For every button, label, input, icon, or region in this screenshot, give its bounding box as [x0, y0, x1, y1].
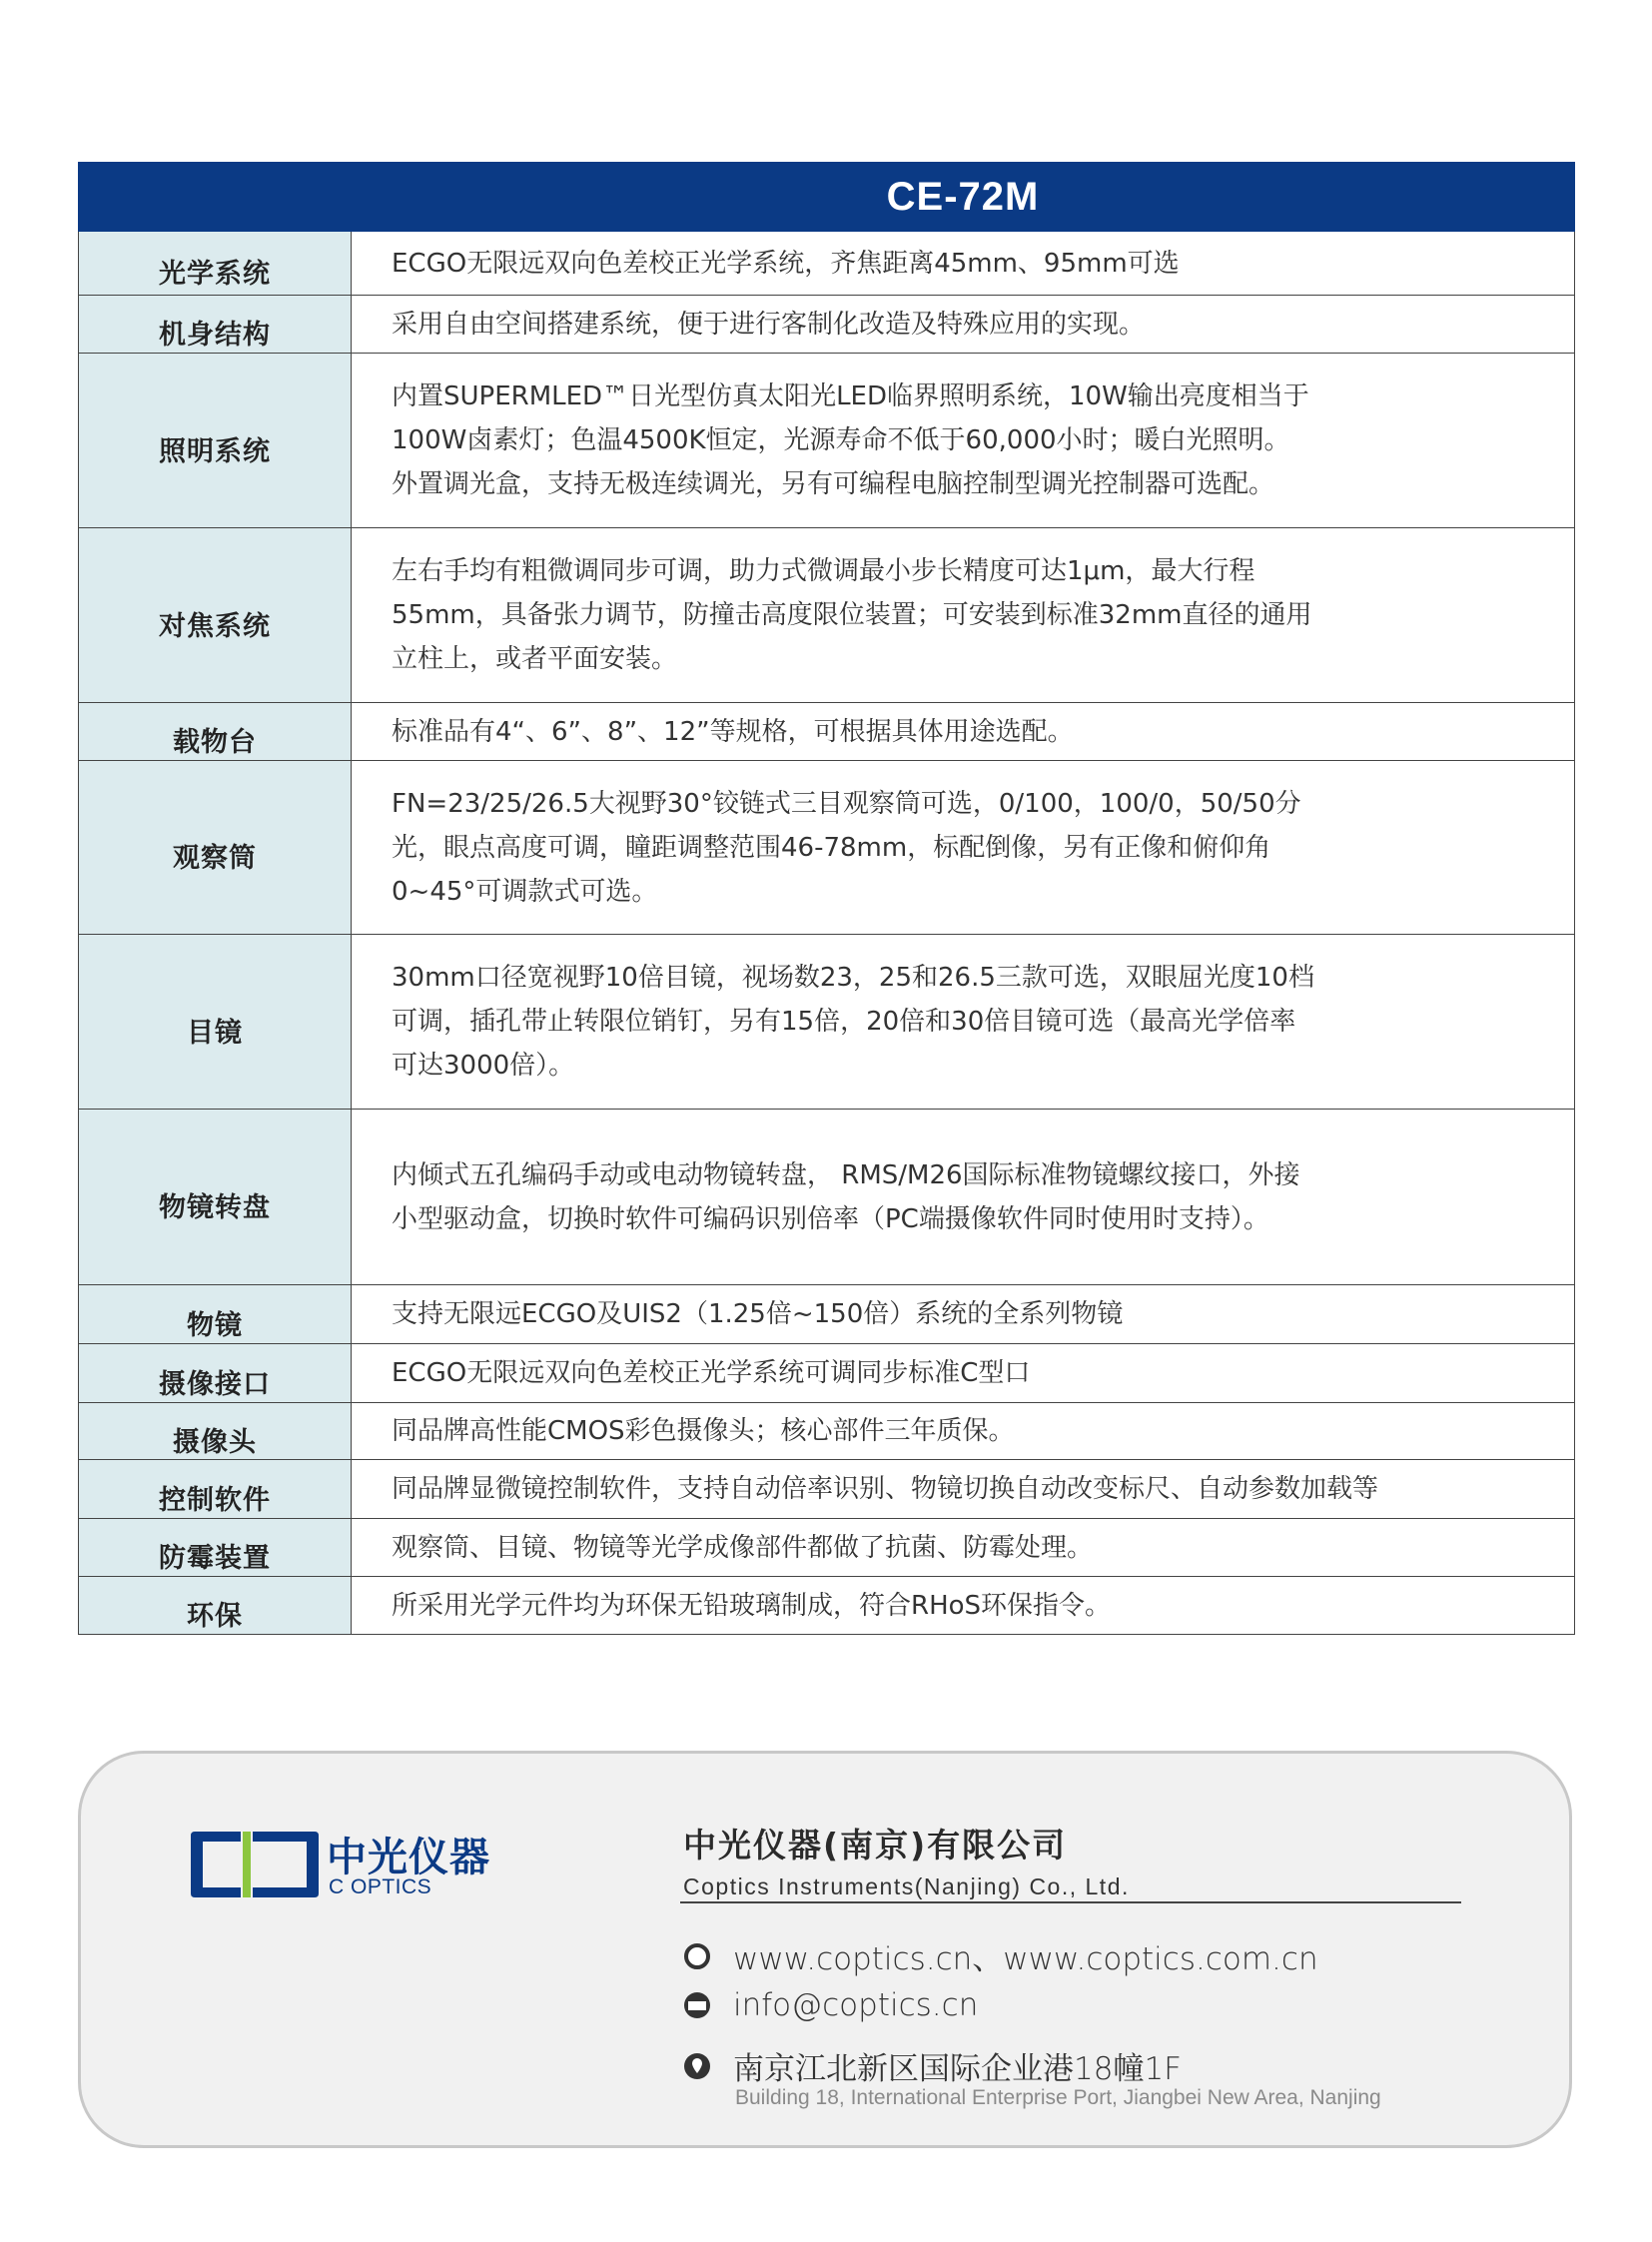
- divider: [680, 1901, 1461, 1903]
- row-value: 支持无限远ECGO及UIS2（1.25倍~150倍）系统的全系列物镜: [352, 1285, 1575, 1344]
- table-row: [79, 528, 1575, 703]
- spec-table: [78, 162, 1575, 1635]
- table-row: [79, 1577, 1575, 1635]
- row-label: 对焦系统: [79, 528, 352, 703]
- row-value: 所采用光学元件均为环保无铅玻璃制成，符合RHoS环保指令。: [352, 1577, 1575, 1635]
- table-row: [79, 1460, 1575, 1519]
- contact-address: [683, 2043, 1182, 2088]
- table-header: [79, 163, 1575, 232]
- row-label: 控制软件: [79, 1460, 352, 1519]
- table-row: [79, 1403, 1575, 1460]
- row-label: 摄像接口: [79, 1344, 352, 1403]
- company-name-cn: 中光仪器(南京)有限公司: [683, 1826, 1068, 1865]
- email-link[interactable]: info@coptics.cn: [733, 1987, 979, 2023]
- row-value: 标准品有4“、6”、8”、12”等规格，可根据具体用途选配。: [352, 703, 1575, 761]
- address-en: Building 18, International Enterprise Port, Jiangbei New Area, Nanjing: [735, 2086, 1381, 2109]
- row-value: 同品牌显微镜控制软件，支持自动倍率识别、物镜切换自动改变标尺、自动参数加载等: [352, 1460, 1575, 1519]
- row-label: 防霉装置: [79, 1519, 352, 1577]
- logo-text-en: C OPTICS: [329, 1875, 432, 1898]
- logo-mark-icon: [191, 1832, 319, 1897]
- row-value: 左右手均有粗微调同步可调，助力式微调最小步长精度可达1μm，最大行程 55mm，具备张力调节，防撞击高度限位装置；可安装到标准32mm直径的通用 立柱上，或者平面安装。: [352, 528, 1575, 703]
- row-label: 载物台: [79, 703, 352, 761]
- row-value: ECGO无限远双向色差校正光学系统可调同步标准C型口: [352, 1344, 1575, 1403]
- address-cn: 南京江北新区国际企业港18幢1F: [733, 2051, 1182, 2087]
- table-row: [79, 1285, 1575, 1344]
- row-value: 观察筒、目镜、物镜等光学成像部件都做了抗菌、防霉处理。: [352, 1519, 1575, 1577]
- header-empty-cell: [79, 163, 352, 232]
- table-row: [79, 1344, 1575, 1403]
- table-row: [79, 1110, 1575, 1285]
- row-label: 摄像头: [79, 1403, 352, 1460]
- row-value: 30mm口径宽视野10倍目镜，视场数23，25和26.5三款可选，双眼屈光度10档 可调，插孔带止转限位销钉，另有15倍，20倍和30倍目镜可选（最高光学倍率 可达3000倍）。: [352, 935, 1575, 1110]
- table-row: [79, 296, 1575, 354]
- row-label: 机身结构: [79, 296, 352, 354]
- table-row: [79, 1519, 1575, 1577]
- row-value: 内置SUPERMLED™日光型仿真太阳光LED临界照明系统，10W输出亮度相当于 100W卤素灯；色温4500K恒定，光源寿命不低于60,000小时；暖白光照明。 外置调光盒，支持无极连续调光，另有可编程电脑控制型调光控制器可选配。: [352, 354, 1575, 528]
- website-link[interactable]: www.coptics.cn、www.coptics.com.cn: [733, 1941, 1318, 1977]
- location-pin-icon: [683, 2052, 711, 2080]
- row-label: 物镜转盘: [79, 1110, 352, 1285]
- table-row: [79, 761, 1575, 935]
- row-value: 采用自由空间搭建系统，便于进行客制化改造及特殊应用的实现。: [352, 296, 1575, 354]
- company-info-card: [78, 1751, 1572, 2148]
- globe-icon: [683, 1942, 711, 1970]
- contact-website[interactable]: [683, 1933, 1318, 1978]
- contact-email[interactable]: [683, 1987, 978, 2023]
- table-row: [79, 354, 1575, 528]
- row-label: 环保: [79, 1577, 352, 1635]
- row-label: 观察筒: [79, 761, 352, 935]
- row-label: 目镜: [79, 935, 352, 1110]
- table-row: [79, 232, 1575, 296]
- company-name-en: Coptics Instruments(Nanjing) Co., Ltd.: [683, 1873, 1130, 1899]
- model-title: CE-72M: [352, 163, 1575, 232]
- logo-text-cn: 中光仪器: [327, 1835, 490, 1880]
- row-label: 光学系统: [79, 232, 352, 296]
- row-value: 同品牌高性能CMOS彩色摄像头；核心部件三年质保。: [352, 1403, 1575, 1460]
- row-label: 照明系统: [79, 354, 352, 528]
- mail-icon: [683, 1991, 711, 2019]
- row-label: 物镜: [79, 1285, 352, 1344]
- table-row: [79, 703, 1575, 761]
- row-value: ECGO无限远双向色差校正光学系统，齐焦距离45mm、95mm可选: [352, 232, 1575, 296]
- row-value: FN=23/25/26.5大视野30°铰链式三目观察筒可选，0/100，100/0，50/50分 光，眼点高度可调，瞳距调整范围46-78mm，标配倒像，另有正像和俯仰角 0~45°可调款式可选。: [352, 761, 1575, 935]
- row-value: 内倾式五孔编码手动或电动物镜转盘， RMS/M26国际标准物镜螺纹接口，外接 小型驱动盒，切换时软件可编码识别倍率（PC端摄像软件同时使用时支持）。: [352, 1110, 1575, 1285]
- table-row: [79, 935, 1575, 1110]
